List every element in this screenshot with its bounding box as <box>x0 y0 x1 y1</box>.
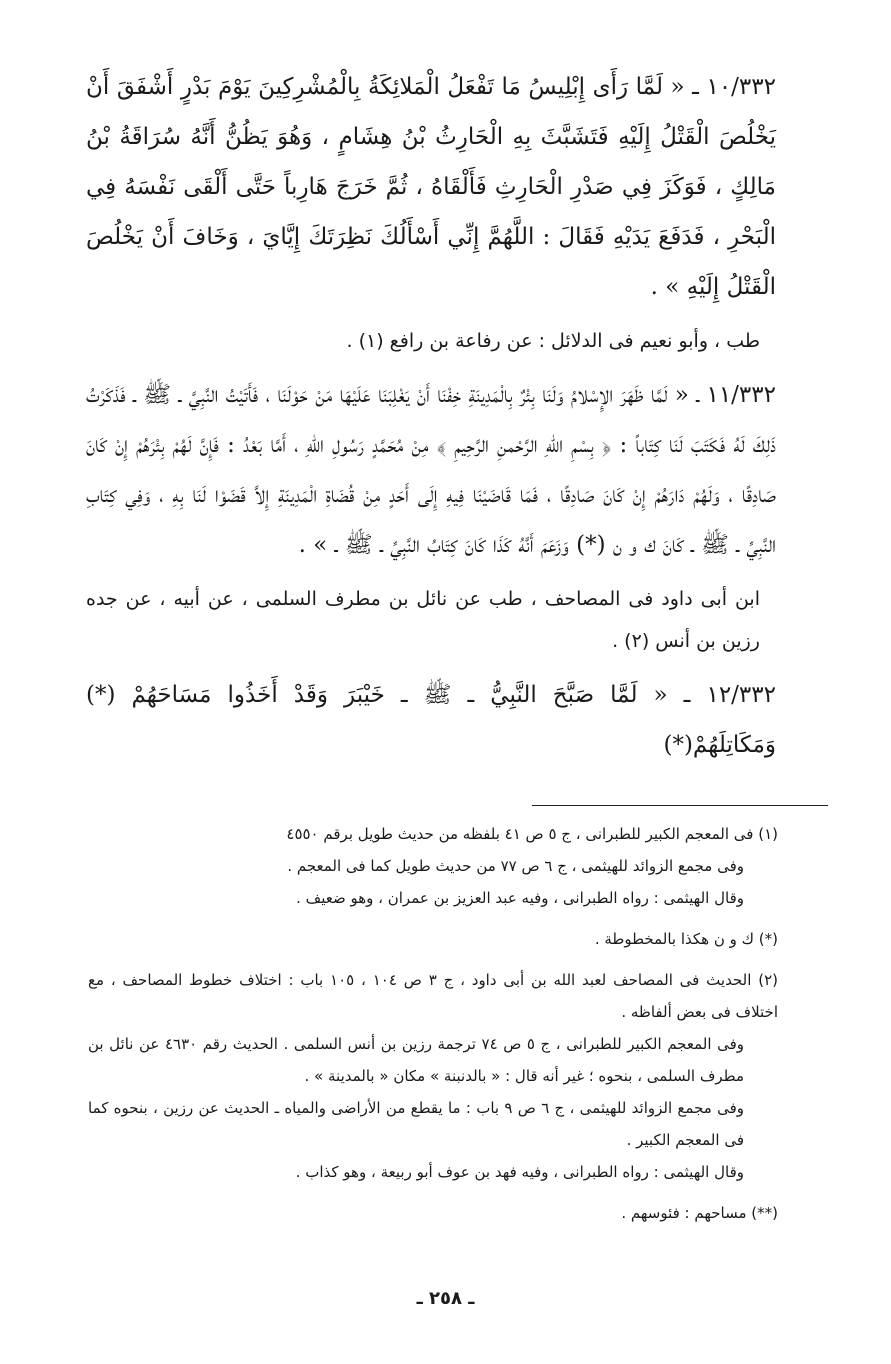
footnote-line: وفى مجمع الزوائد للهيثمى ، ج ٦ ص ٧٧ من حديث طويل كما فى المعجم . <box>287 857 744 875</box>
page-number: ـ ٢٥٨ ـ <box>416 1288 475 1309</box>
hadith-paragraph: ١١/٣٣٢ ـ « لَمَّا ظَهَرَ الإِسْلامُ وَلَنَا بِئْرٌ بِالْمَدِينَةِ خِفْنَا أَنْ يَغْلِبَنَا عَلَيْهَا مَنْ حَوْلَنَا ، فَأَتَيْتُ النَّبِيَّ ـ ﷺ ـ فَذَكَرْتُ ذَلِكَ لَهُ فَكَتَبَ لَنَا كِتَاباً : ﴿ بِسْمِ اللهِ الرَّحْمنِ الرَّحِيمِ ﴾ مِنْ مُحَمَّدٍ رَسُولِ اللهِ ، أَمَّا بَعْدُ : فَإِنَّ لَهُمْ بِئْرَهُمْ إِنْ كَانَ صَادِقًا ، وَلَهُمْ دَارَهُمْ إِنْ كَانَ صَادِقًا ، فَمَا قَاضَيْنَا فِيهِ إِلَى أَحَدٍ مِنْ قُضَاةِ الْمَدِينَةِ إِلاَّ قَضَوْا لَنَا بِهِ ، وَفِي كِتَابِ النَّبِيِّ ـ ﷺ ـ كَانَ ك و ن (*) وَزَعَمَ أَنَّهُ كَذَا كَانَ كِتَابُ النَّبِيِّ ـ ﷺ ـ » . <box>86 382 776 558</box>
footnote-text: (١) فى المعجم الكبير للطبرانى ، ج ٥ ص ٤١ بلفظه من حديث طويل برقم ٤٥٥٠ <box>286 825 778 843</box>
footnote <box>88 818 778 914</box>
hadith-paragraph: ١٠/٣٣٢ ـ « لَمَّا رَأَى إِبْلِيسُ مَا تَفْعَلُ الْمَلائِكَةُ بِالْمُشْرِكِينَ يَوْمَ بَدْرٍ أَشْفَقَ أَنْ يَخْلُصَ الْقَتْلُ إِلَيْهِ فَتَشَبَّثَ بِهِ الْحَارِثُ بْنُ هِشَامٍ ، وَهُوَ يَظُنُّ أَنَّهُ سُرَاقَةُ بْنُ مَالِكٍ ، فَوَكَزَ فِي صَدْرِ الْحَارِثِ فَأَلْقَاهُ ، ثُمَّ خَرَجَ هَارِباً حَتَّى أَلْقَى نَفْسَهُ فِي الْبَحْرِ ، فَدَفَعَ يَدَيْهِ فَقَالَ : اللَّهُمَّ إِنِّي أَسْأَلُكَ نَظِرَتَكَ إِيَّايَ ، وَخَافَ أَنْ يَخْلُصَ الْقَتْلُ إِلَيْهِ » . <box>86 74 776 300</box>
source-citation: طب ، وأبو نعيم فى الدلائل : عن رفاعة بن رافع (١) . <box>346 330 760 352</box>
footnote <box>88 964 778 1188</box>
footnote-line: وفى المعجم الكبير للطبرانى ، ج ٥ ص ٧٤ ترجمة رزين بن أنس السلمى . الحديث رقم ٤٦٣٠ عن نائل بن مطرف السلمى ، بنحوه ؛ غير أنه قال : « بالدنبنة » مكان « بالمدينة » . <box>88 1035 744 1085</box>
footnote-line: وقال الهيثمى : رواه الطبرانى ، وفيه عبد العزيز بن عمران ، وهو ضعيف . <box>296 889 744 907</box>
main-text <box>86 62 776 778</box>
footnote-line: وفى مجمع الزوائد للهيثمى ، ج ٦ ص ٩ باب : ما يقطع من الأراضى والمياه ـ الحديث عن رزين ، بنحوه كما فى المعجم الكبير . <box>88 1099 744 1149</box>
footnotes <box>88 818 778 1238</box>
footnote <box>88 923 778 955</box>
footnote-line: وقال الهيثمى : رواه الطبرانى ، وفيه فهد بن عوف أبو ربيعة ، وهو كذاب . <box>295 1163 744 1181</box>
footnote-text: (**) مساحهم : فئوسهم . <box>621 1204 778 1222</box>
hadith-paragraph: ١٢/٣٣٢ ـ « لَمَّا صَبَّحَ النَّبِيُّ ـ ﷺ ـ خَيْبَرَ وَقَدْ أَخَذُوا مَسَاحَهُمْ (*) وَمَكَاتِلَهُمْ(*) <box>86 682 776 758</box>
footnote <box>88 1197 778 1229</box>
footnote-text: (٢) الحديث فى المصاحف لعبد الله بن أبى داود ، ج ٣ ص ١٠٤ ، ١٠٥ باب : اختلاف خطوط المصاحف ، مع اختلاف فى بعض ألفاظه . <box>88 971 778 1021</box>
source-citation: ابن أبى داود فى المصاحف ، طب عن نائل بن مطرف السلمى ، عن أبيه ، عن جده رزين بن أنس (٢) . <box>86 588 760 652</box>
footnote-separator <box>532 805 828 806</box>
footnote-text: (*) ك و ن هكذا بالمخطوطة . <box>594 930 778 948</box>
